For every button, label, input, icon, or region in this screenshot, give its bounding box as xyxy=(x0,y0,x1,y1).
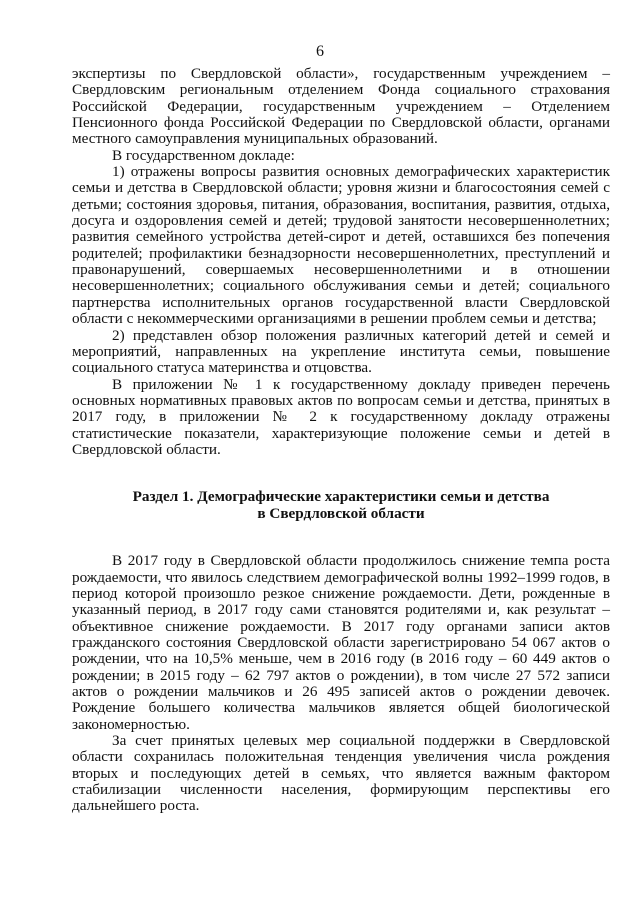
social-support-paragraph: За счет принятых целевых мер социальной поддержки в Свердловской области сохранилась положительная тенденция увеличения числа рождения вторых и последующих детей в семьях, что является важным фактором стабилизации численности населения, формирующим перспективы его дальнейшего роста. xyxy=(72,732,610,815)
document-body xyxy=(72,66,610,815)
section-heading-line-2: в Свердловской области xyxy=(257,505,425,523)
section-heading xyxy=(72,488,610,522)
appendix-paragraph: В приложении № 1 к государственному докладу приведен перечень основных нормативных правовых актов по вопросам семьи и детства, принятых в 2017 году, в приложении № 2 к государственному докладу отражены статистические показатели, характеризующие положение семьи и детей в Свердловской области. xyxy=(72,375,610,458)
intro-paragraph: экспертизы по Свердловской области», государственным учреждением – Свердловским региональным отделением Фонда социального страхования Российской Федерации, государственным учреждением – Отделением Пенсионного фонда Российской Федерации по Свердловской области, органами местного самоуправления муниципальных образований. xyxy=(72,65,610,148)
section-heading-line-1: Раздел 1. Демографические характеристики семьи и детства xyxy=(132,488,550,506)
birth-rate-paragraph: В 2017 году в Свердловской области продолжилось снижение темпа роста рождаемости, что явилось следствием демографической волны 1992–1999 годов, в период которой произошло резкое снижение рождаемости. Дети, рожденные в указанный период, в 2017 году сами становятся родителями и, как результат – объективное снижение рождаемости. В 2017 году органами записи актов гражданского состояния Свердловской области зарегистрировано 54 067 актов о рождении, что на 10,5% меньше, чем в 2016 году (в 2016 году – 60 449 актов о рождении; в 2015 году – 62 797 актов о рождении), в том числе 27 572 записи актов о рождении мальчиков и 26 495 записей актов о рождении девочек. Рождение большего количества мальчиков является общей биологической закономерностью. xyxy=(72,552,610,733)
list-item-1: 1) отражены вопросы развития основных демографических характеристик семьи и детства в Свердловской области; уровня жизни и благосостояния семей с детьми; состояния здоровья, питания, образования, воспитания, развития, отдыха, досуга и оздоровления семей и детей; трудовой занятости несовершеннолетних; развития семейного устройства детей-сирот и детей, оставшихся без попечения родителей; профилактики безнадзорности несовершеннолетних, преступлений и правонарушений, совершаемых несовершеннолетними и в отношении несовершеннолетних; социального обслуживания семьи и детей; социального партнерства исполнительных органов государственной власти Свердловской области с некоммерческими организациями в решении проблем семьи и детства; xyxy=(72,163,610,328)
page-number: 6 xyxy=(316,43,324,60)
list-item-2: 2) представлен обзор положения различных категорий детей и семей и мероприятий, направленных на укрепление института семьи, повышение социального статуса материнства и отцовства. xyxy=(72,326,610,377)
report-intro: В государственном докладе: xyxy=(112,146,295,164)
